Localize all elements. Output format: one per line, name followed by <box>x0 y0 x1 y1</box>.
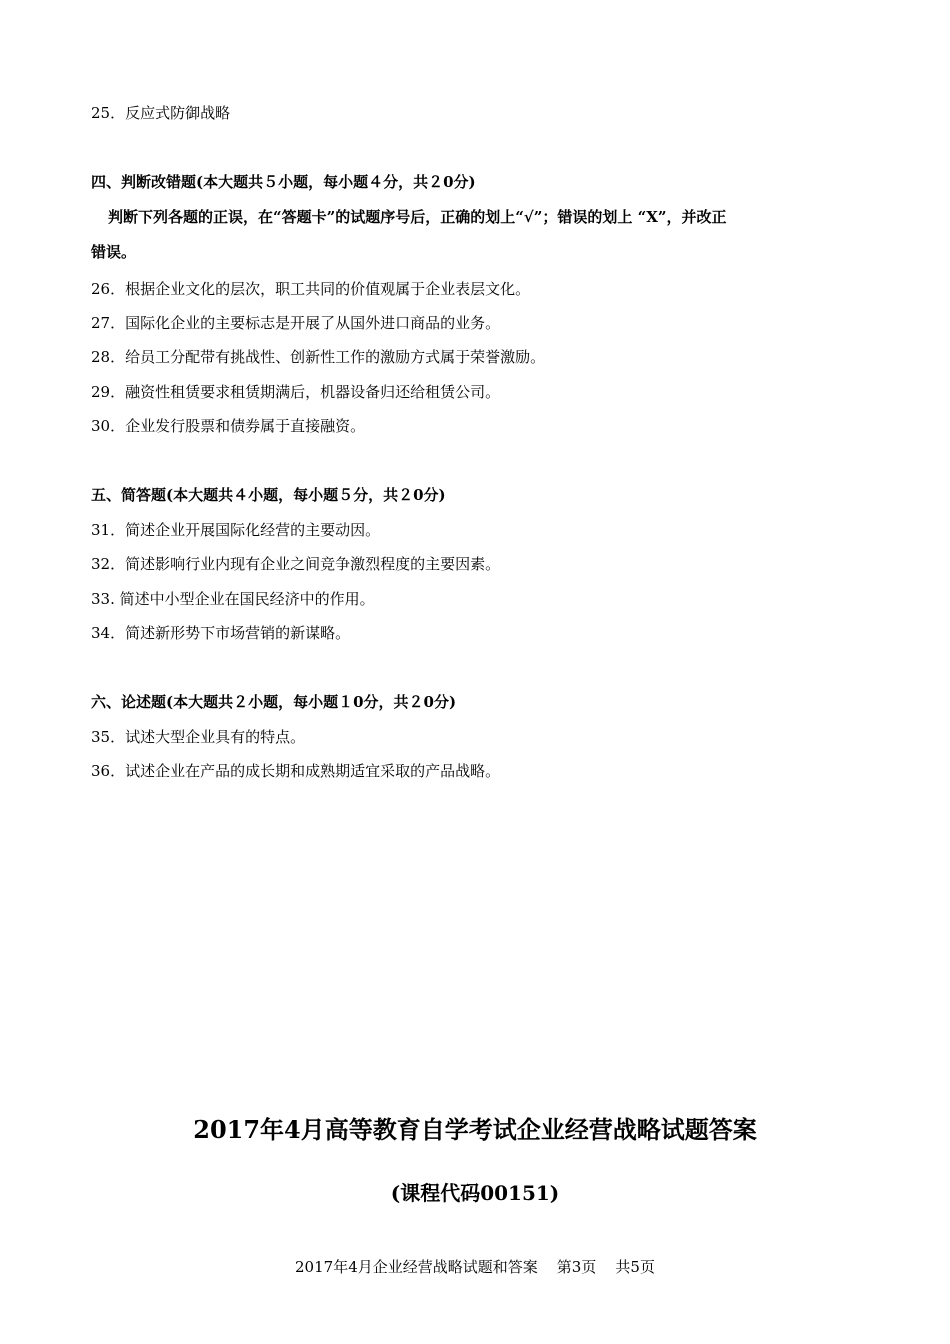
page-footer: 2017年4月企业经营战略试题和答案 第3页 共5页 <box>295 1258 655 1276</box>
question-36: 36．试述企业在产品的成长期和成熟期适宜采取的产品战略。 <box>91 762 501 780</box>
question-30: 30．企业发行股票和债券属于直接融资。 <box>91 417 366 435</box>
question-35: 35．试述大型企业具有的特点。 <box>91 728 306 746</box>
answer-subtitle: (课程代码00151) <box>390 1181 560 1205</box>
question-29: 29．融资性租赁要求租赁期满后，机器设备归还给租赁公司。 <box>91 383 501 401</box>
answer-title: 2017年4月高等教育自学考试企业经营战略试题答案 <box>193 1115 757 1144</box>
question-32: 32．简述影响行业内现有企业之间竞争激烈程度的主要因素。 <box>91 555 501 573</box>
question-31: 31．简述企业开展国际化经营的主要动因。 <box>91 521 381 539</box>
section-5-heading: 五、简答题(本大题共４小题，每小题５分，共２0分) <box>91 486 446 504</box>
question-27: 27．国际化企业的主要标志是开展了从国外进口商品的业务。 <box>91 314 501 332</box>
section-4-instruction-line-2: 错误。 <box>91 243 137 261</box>
section-6-heading: 六、论述题(本大题共２小题，每小题１0分，共２0分) <box>91 693 457 711</box>
section-4-instruction-line-1: 判断下列各题的正误，在“答题卡”的试题序号后，正确的划上“√”；错误的划上 “X”，并改正 <box>108 208 727 226</box>
section-4-heading: 四、判断改错题(本大题共５小题，每小题４分，共２0分) <box>91 173 476 191</box>
question-34: 34．简述新形势下市场营销的新谋略。 <box>91 624 351 642</box>
question-26: 26．根据企业文化的层次，职工共同的价值观属于企业表层文化。 <box>91 280 531 298</box>
question-25: 25．反应式防御战略 <box>91 104 231 122</box>
question-28: 28．给员工分配带有挑战性、创新性工作的激励方式属于荣誉激励。 <box>91 348 546 366</box>
question-33: 33. 简述中小型企业在国民经济中的作用。 <box>91 590 375 608</box>
